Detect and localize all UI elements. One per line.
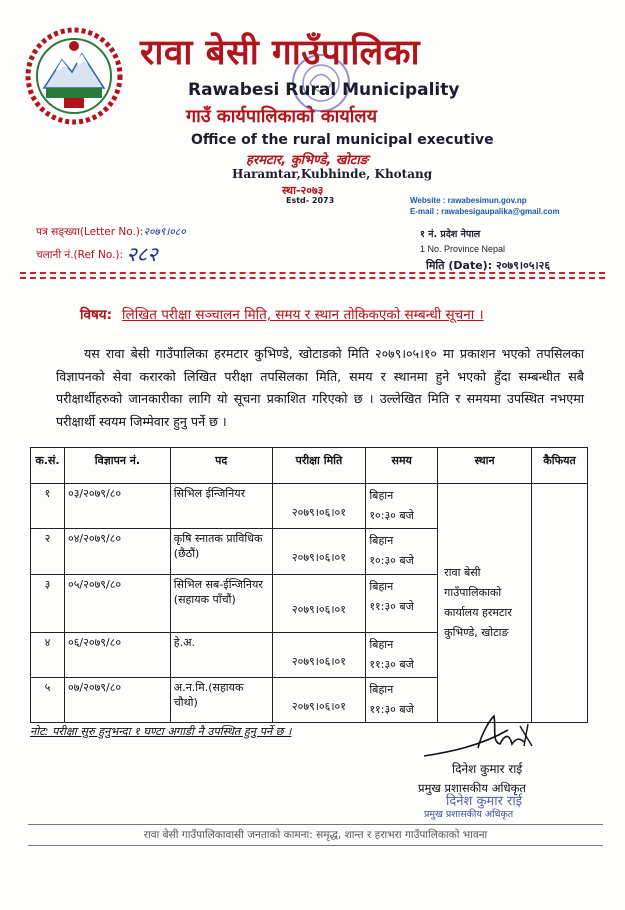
time-label: बिहान — [369, 489, 394, 502]
time-value: १०:३० बजे — [369, 554, 414, 567]
signer-title: प्रमुख प्रशासकीय अधिकृत — [418, 781, 526, 795]
time-value: ११:३० बजे — [369, 703, 414, 716]
email-text: E-mail : rawabesigaupalika@gmail.com — [410, 207, 560, 216]
time-cell — [366, 529, 438, 575]
column-header: परीक्षा मिति — [272, 448, 366, 484]
letter-number-value: २०७९।०८० — [143, 226, 186, 238]
post-cell: अ.न.मि.(सहायक चौथो) — [170, 678, 272, 723]
letter-date — [426, 258, 550, 273]
office-title-en: Office of the rural municipal executive — [191, 132, 494, 148]
date-value: २०७९।०५।२६ — [495, 259, 551, 272]
advertisement-cell: ०६/२०७९/८० — [64, 633, 170, 678]
time-cell — [366, 633, 438, 678]
time-label: बिहान — [369, 580, 394, 593]
municipality-title-en: Rawabesi Rural Municipality — [188, 80, 460, 100]
address-np: हरमटार, कुभिण्डे, खोटाङ — [246, 153, 368, 168]
column-header: स्थान — [438, 448, 532, 484]
province-en: 1 No. Province Nepal — [420, 244, 506, 254]
advertisement-cell: ०३/२०७९/८० — [64, 484, 170, 529]
column-header: विज्ञापन नं. — [64, 448, 170, 484]
exam-date-cell: २०७९।०६।०१ — [272, 529, 366, 575]
exam-date-cell: २०७९।०६।०१ — [272, 484, 366, 529]
subject-text: लिखित परीक्षा सञ्चालन मिति, समय र स्थान तोकिकएको सम्बन्धी सूचना । — [122, 307, 484, 323]
time-value: ११:३० बजे — [369, 600, 414, 613]
remarks-cell — [532, 484, 588, 723]
time-value: १०:३० बजे — [369, 509, 414, 522]
advertisement-cell: ०४/२०७९/८० — [64, 529, 170, 575]
handwritten-signature-icon — [420, 712, 550, 762]
date-label: मिति (Date): — [426, 259, 493, 272]
footer-slogan: रावा बेसी गाउँपालिकावासी जनताको कामना: समृद्ध, शान्त र हराभरा गाउँपालिकाको भावना — [28, 824, 603, 846]
advertisement-cell: ०७/२०७९/८० — [64, 678, 170, 723]
exam-schedule-table — [30, 447, 588, 723]
time-label: बिहान — [369, 534, 394, 547]
header-divider — [20, 272, 605, 274]
exam-date-cell: २०७९।०६।०१ — [272, 575, 366, 633]
address-en: Haramtar,Kubhinde, Khotang — [232, 167, 433, 181]
office-title-np: गाउँ कार्यपालिकाको कार्यालय — [186, 106, 378, 127]
column-header: कैफियत — [532, 448, 588, 484]
column-header: समय — [366, 448, 438, 484]
serial-cell: ४ — [31, 633, 65, 678]
subject-line — [80, 305, 484, 323]
exam-date-cell: २०७९।०६।०१ — [272, 678, 366, 723]
time-cell — [366, 484, 438, 529]
post-cell: सिभिल ईन्जिनियर — [170, 484, 272, 529]
serial-cell: २ — [31, 529, 65, 575]
post-cell: कृषि स्नातक प्राविधिक (छैठौं) — [170, 529, 272, 575]
serial-cell: ५ — [31, 678, 65, 723]
advertisement-cell: ०५/२०७९/८० — [64, 575, 170, 633]
letter-number-label: पत्र सङ्ख्या(Letter No.): — [36, 226, 144, 238]
column-header: क.सं. — [31, 448, 65, 484]
post-cell: हे.अ. — [170, 633, 272, 678]
notice-body: यस रावा बेसी गाउँपालिका हरमटार कुभिण्डे, खोटाडको मिति २०७९।०५।१० मा प्रकाशन भएको तपसिलका विज्ञापनको सेवा करारको लिखित परीक्षा तपसिलका मिति, समय र स्थानमा हुने भएको हुँदा सम्बन्धीत सबै परीक्षार्थीहरुको जानकारीका लागि यो सूचना प्रकाशित गरिएको छ । उल्लेखित मिति र समयमा उपस्थित नभएमा परीक्षार्थी स्वयम जिम्मेवार हुनु पर्ने छ । — [56, 346, 585, 429]
reference-number — [36, 240, 158, 267]
time-label: बिहान — [369, 683, 394, 696]
table-row — [31, 484, 588, 529]
established-np: स्था-२०७३ — [282, 184, 324, 197]
website-text: Website : rawabesimun.gov.np — [410, 196, 527, 205]
province-np: १ नं. प्रदेश नेपाल — [420, 229, 481, 240]
established-en: Estd- 2073 — [286, 196, 335, 205]
venue-cell: रावा बेसी गाउँपालिकाको कार्यालय हरमटार कुभिण्डे, खोटाङ — [438, 484, 532, 723]
subject-label: विषय: — [80, 307, 113, 323]
time-cell — [366, 575, 438, 633]
attendance-note: नोट: परीक्षा सुरु हुनुभन्दा १ घण्टा अगाडी नै उपस्थित हुनु पर्ने छ । — [30, 725, 292, 738]
time-value: ११:३० बजे — [369, 658, 414, 671]
reference-number-value: २८२ — [126, 242, 158, 266]
reference-number-label: चलानी नं.(Ref No.): — [36, 249, 124, 261]
letter-number — [36, 225, 186, 239]
nepal-emblem-icon — [24, 26, 124, 126]
header-divider — [20, 277, 605, 279]
seal-name-stamp: दिनेश कुमार राई — [446, 794, 523, 809]
post-cell: सिभिल सब-ईन्जिनियर (सहायक पाँचौं) — [170, 575, 272, 633]
serial-cell: ३ — [31, 575, 65, 633]
seal-title-stamp: प्रमुख प्रशासकीय अधिकृत — [424, 809, 514, 820]
column-header: पद — [170, 448, 272, 484]
table-header-row — [31, 448, 588, 484]
serial-cell: १ — [31, 484, 65, 529]
time-label: बिहान — [369, 638, 394, 651]
signer-name: दिनेश कुमार राई — [452, 762, 523, 776]
municipality-title-np: रावा बेसी गाउँपालिका — [140, 33, 421, 73]
exam-date-cell: २०७९।०६।०१ — [272, 633, 366, 678]
